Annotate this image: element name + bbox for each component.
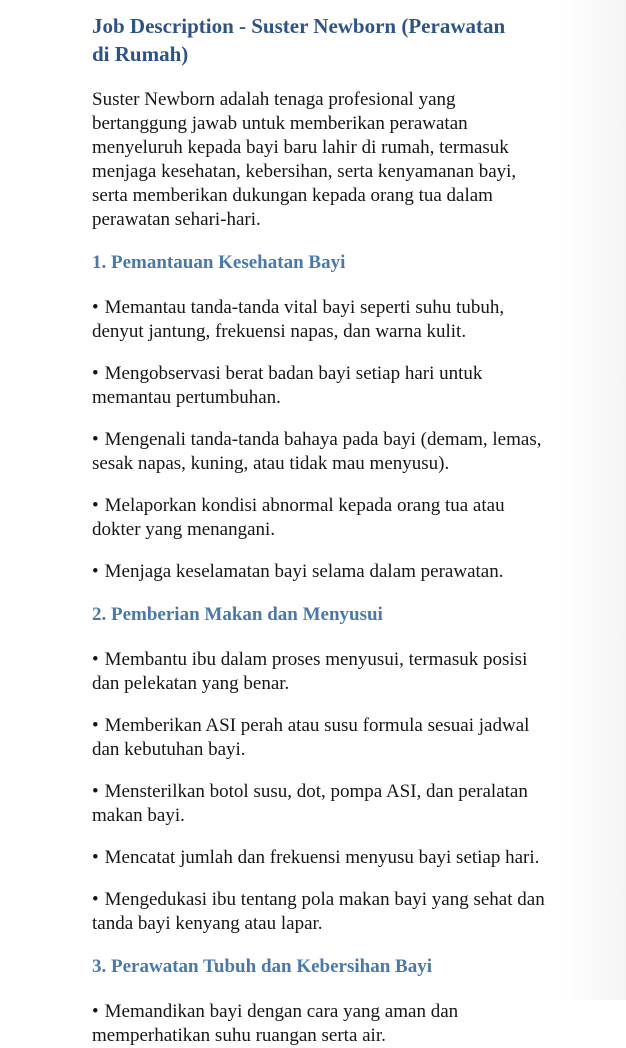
bullet-glyph: •: [92, 649, 99, 670]
bullet-text: Memberikan ASI perah atau susu formula sesuai jadwal dan kebutuhan bayi.: [92, 715, 530, 760]
bullet-glyph: •: [92, 297, 99, 318]
bullet-item: [92, 296, 548, 344]
bullet-glyph: •: [92, 1001, 99, 1022]
bullet-text: Mencatat jumlah dan frekuensi menyusu bayi setiap hari.: [104, 847, 540, 868]
bullet-item: [92, 888, 548, 936]
bullet-text: Mengedukasi ibu tentang pola makan bayi yang sehat dan tanda bayi kenyang atau lapar.: [92, 889, 545, 934]
bullet-item: [92, 780, 548, 828]
bullet-glyph: •: [92, 363, 99, 384]
bullet-glyph: •: [92, 889, 99, 910]
page-title-line-1: Job Description - Suster Newborn (Perawatan: [92, 14, 506, 38]
bullet-text: Menjaga keselamatan bayi selama dalam perawatan.: [104, 561, 504, 582]
bullet-text: Mengobservasi berat badan bayi setiap hari untuk memantau pertumbuhan.: [92, 363, 483, 408]
bullet-item: [92, 494, 548, 542]
bullet-text: Melaporkan kondisi abnormal kepada orang tua atau dokter yang menangani.: [92, 495, 505, 540]
section-heading-1: 1. Pemantauan Kesehatan Bayi: [92, 252, 346, 273]
section-heading-3: 3. Perawatan Tubuh dan Kebersihan Bayi: [92, 956, 432, 977]
bullet-glyph: •: [92, 847, 99, 868]
bullet-glyph: •: [92, 495, 99, 516]
bullet-item: [92, 362, 548, 410]
bullet-item: [92, 1000, 548, 1048]
bullet-item: [92, 648, 548, 696]
bullet-text: Membantu ibu dalam proses menyusui, termasuk posisi dan pelekatan yang benar.: [92, 649, 528, 694]
intro-paragraph: Suster Newborn adalah tenaga profesional yang bertanggung jawab untuk memberikan perawatan menyeluruh kepada bayi baru lahir di rumah, termasuk menjaga kesehatan, kebersihan, serta kenyamanan bayi, serta memberikan dukungan kepada orang tua dalam perawatan sehari-hari.: [92, 89, 517, 230]
page-title-line-2: di Rumah): [92, 42, 189, 66]
bullet-item: [92, 846, 548, 870]
bullet-text: Mensterilkan botol susu, dot, pompa ASI, dan peralatan makan bayi.: [92, 781, 528, 826]
bullet-glyph: •: [92, 561, 99, 582]
bullet-glyph: •: [92, 429, 99, 450]
page-title: [92, 12, 548, 68]
bullet-item: [92, 560, 548, 584]
bullet-text: Mengenali tanda-tanda bahaya pada bayi (demam, lemas, sesak napas, kuning, atau tidak mau menyusu).: [92, 429, 542, 474]
bullet-text: Memandikan bayi dengan cara yang aman dan memperhatikan suhu ruangan serta air.: [92, 1001, 459, 1046]
scan-edge-shading: [556, 0, 626, 1000]
section-heading-2: 2. Pemberian Makan dan Menyusui: [92, 604, 383, 625]
bullet-item: [92, 428, 548, 476]
bullet-item: [92, 714, 548, 762]
bullet-glyph: •: [92, 781, 99, 802]
bullet-text: Memantau tanda-tanda vital bayi seperti suhu tubuh, denyut jantung, frekuensi napas, dan warna kulit.: [92, 297, 505, 342]
bullet-glyph: •: [92, 715, 99, 736]
